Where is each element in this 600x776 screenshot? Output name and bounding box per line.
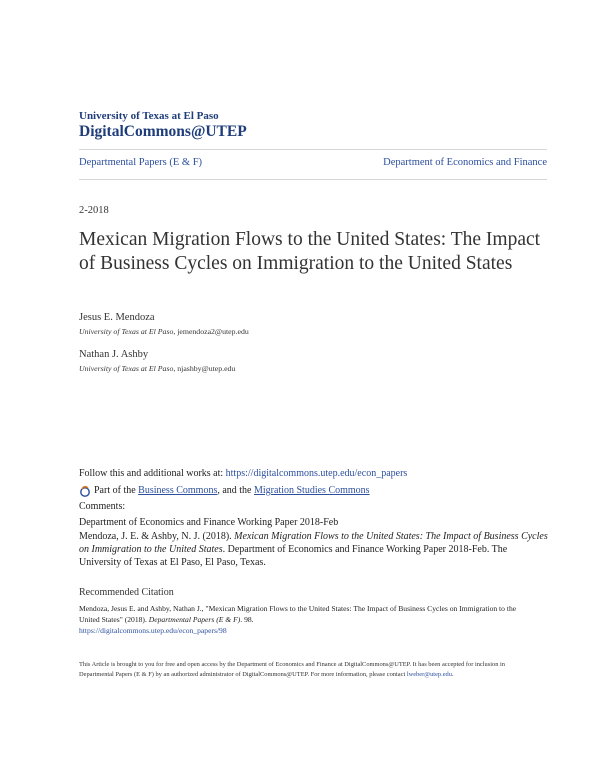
open-access-icon [79,485,91,497]
part-of-middle: , and the [217,485,252,496]
footer-end: . [451,671,454,678]
publication-date: 2-2018 [79,205,109,216]
author-affiliation [79,364,235,373]
rec-citation-number: . 98. [240,615,254,624]
rec-citation-main: Mendoza, Jesus E. and Ashby, Nathan J., "Mexican Migration Flows to the United States: The Impact of Business Cycles on Immigration to the United States" (2018). [79,604,517,624]
comment-citation [79,530,549,569]
affiliation-email: , jemendoza2@utep.edu [173,327,249,336]
recommended-citation-text [79,603,534,636]
follow-line [79,467,549,480]
institution-name[interactable]: University of Texas at El Paso [79,110,219,122]
paper-title: Mexican Migration Flows to the United States: The Impact of Business Cycles on Immigration to the United States [79,229,541,274]
affiliation-institution: University of Texas at El Paso [79,327,174,336]
citation-authors: Mendoza, J. E. & Ashby, N. J. (2018). [79,531,235,542]
follow-prefix: Follow this and additional works at: [79,468,226,479]
divider-top [79,149,547,150]
migration-studies-commons-link[interactable]: Migration Studies Commons [254,485,370,496]
affiliation-institution: University of Texas at El Paso [79,364,174,373]
comments-label: Comments: [79,501,126,512]
contact-email-link[interactable]: lweber@utep.edu [406,671,452,678]
author-name: Jesus E. Mendoza [79,312,155,323]
citation-publisher: . Department of Economics and Finance Working Paper 2018-Feb. The University of Texas at El Paso, El Paso, Texas. [79,544,508,568]
part-of-prefix: Part of the [94,485,136,496]
part-of-line [79,484,549,497]
citation-title: Mexican Migration Flows to the United States: The Impact of Business Cycles on Immigration to the United States [79,531,548,555]
department-link[interactable]: Department of Economics and Finance [383,157,547,168]
paper-url-link[interactable]: https://digitalcommons.utep.edu/econ_papers/98 [79,626,227,635]
author-name: Nathan J. Ashby [79,349,149,360]
divider-bottom [79,179,547,180]
author-affiliation [79,327,249,336]
affiliation-email: , njashby@utep.edu [173,364,236,373]
business-commons-link[interactable]: Business Commons [138,485,218,496]
recommended-citation-heading: Recommended Citation [79,587,174,598]
footer-notice [79,660,529,680]
working-paper-line: Department of Economics and Finance Working Paper 2018-Feb [79,517,339,528]
collection-url-link[interactable]: https://digitalcommons.utep.edu/econ_papers [225,468,408,479]
departmental-papers-link[interactable]: Departmental Papers (E & F) [79,157,203,168]
repository-name[interactable]: DigitalCommons@UTEP [79,123,247,140]
rec-citation-series: Departmental Papers (E & F) [148,615,241,624]
footer-text: This Article is brought to you for free and open access by the Department of Economics and Finance at DigitalCommons@UTEP. It has been accepted for inclusion in Departmental Papers (E & F) by an authorized administrator of DigitalCommons@UTEP. For more information, please contact [79,661,505,678]
